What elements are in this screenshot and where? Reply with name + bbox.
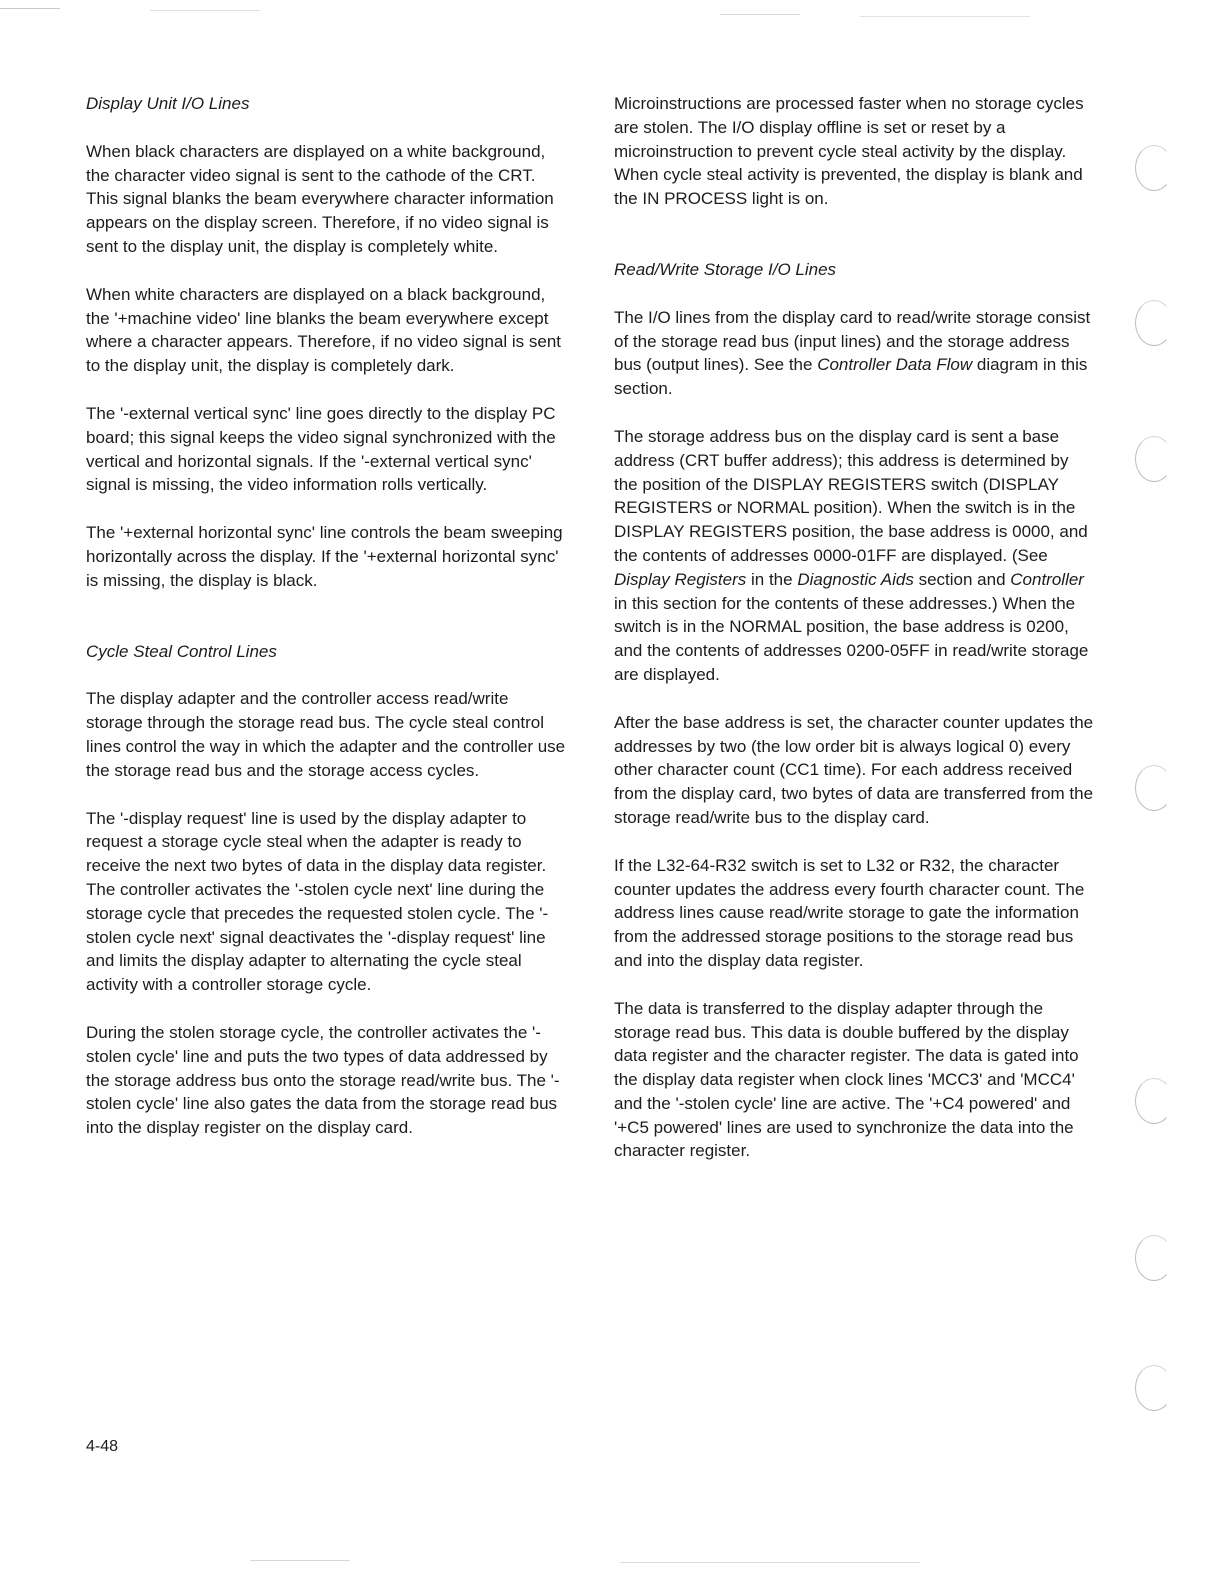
paragraph: When black characters are displayed on a white background, the character video signal is sent to the cathode of the CRT. This signal blanks the beam everywhere character information appears on the display screen. Therefore, if no video signal is sent to the display unit, the display is completely white. (86, 141, 554, 256)
page-number: 4-48 (86, 1438, 119, 1455)
paragraph: Microinstructions are processed faster when no storage cycles are stolen. The I/O display offline is set or reset by a microinstruction to prevent cycle steal activity by the display. When cycle steal activity is prevented, the display is blank and the IN PROCESS light is on. (614, 94, 1084, 209)
text-run: The storage address bus on the display card is sent a base address (CRT buffer address); this address is determined by the position of the DISPLAY REGISTERS switch (DISPLAY REGISTERS or NORMAL position). When the switch is in the DISPLAY REGISTERS position, the base address is 0000, and the contents of addresses 0000-01FF are displayed. (See (614, 426, 1088, 565)
punch-hole-mark (1135, 145, 1173, 191)
punch-hole-mark (1135, 765, 1173, 811)
punch-hole-mark (1135, 436, 1173, 482)
punch-hole-mark (1135, 1365, 1173, 1411)
reference-controller-data-flow: Controller Data Flow (817, 355, 973, 375)
text-run: section and (913, 569, 1011, 589)
paragraph: The '-external vertical sync' line goes directly to the display PC board; this signal keeps the video signal synchronized with the vertical and horizontal signals. If the '-external vertical sync' signal is missing, the video information rolls vertically. (86, 403, 556, 495)
text-run: The I/O lines from the display card to read/write storage consist of the storage read bus (input lines) and the storage address bus (output lines). See the (614, 307, 1091, 375)
punch-hole-mark (1135, 300, 1173, 346)
reference-diagnostic-aids: Diagnostic Aids (797, 569, 914, 589)
reference-display-registers: Display Registers (614, 569, 747, 589)
paragraph: The '+external horizontal sync' line controls the beam sweeping horizontally across the display. If the '+external horizontal sync' is missing, the display is black. (86, 523, 563, 590)
paragraph (614, 306, 1094, 401)
text-run: in the (746, 569, 798, 589)
scan-line-top (860, 16, 1030, 17)
section-heading-rw-storage: Read/Write Storage I/O Lines (614, 259, 837, 279)
paragraph: The data is transferred to the display adapter through the storage read bus. This data is double buffered by the display data register and the character register. The data is gated into the display data register when clock lines 'MCC3' and 'MCC4' and the '-stolen cycle' line are active. The '+C4 powered' and '+C5 powered' lines are used to synchronize the data into the character register. (614, 998, 1079, 1161)
section-heading-display-unit: Display Unit I/O Lines (86, 94, 250, 113)
scan-line-top (150, 10, 260, 11)
left-column (86, 92, 566, 1140)
scan-line-bottom (250, 1560, 350, 1561)
paragraph: During the stolen storage cycle, the controller activates the '-stolen cycle' line and puts the two types of data addressed by the storage address bus onto the storage read/write bus. The '-stolen cycle' line also gates the data from the storage read bus into the display register on the display card. (86, 1022, 560, 1138)
text-run: in this section for the contents of these addresses.) When the switch is in the NORMAL position, the base address is 0200, and the contents of addresses 0200-05FF in read/write storage are displayed. (614, 593, 1089, 684)
paragraph: If the L32-64-R32 switch is set to L32 or R32, the character counter updates the address every fourth character count. The address lines cause read/write storage to gate the information from the addressed storage positions to the storage read bus and into the display data register. (614, 855, 1085, 970)
paragraph: When white characters are displayed on a black background, the '+machine video' line blanks the beam everywhere except where a character appears. Therefore, if no video signal is sent to the display unit, the display is completely dark. (86, 284, 562, 376)
punch-hole-mark (1135, 1078, 1173, 1124)
scan-line-top (720, 14, 800, 15)
paragraph: The '-display request' line is used by the display adapter to request a storage cycle steal when the adapter is ready to receive the next two bytes of data in the display data register. The controller activates the '-stolen cycle next' line during the storage cycle that precedes the requested stolen cycle. The '-stolen cycle next' signal deactivates the '-display request' line and limits the display adapter to alternating the cycle steal activity with a controller storage cycle. (86, 808, 549, 995)
reference-controller: Controller (1010, 569, 1084, 589)
punch-hole-mark (1135, 1235, 1173, 1281)
section-heading-cycle-steal: Cycle Steal Control Lines (86, 641, 277, 661)
scan-line-top (0, 8, 60, 9)
paragraph (614, 425, 1094, 687)
paragraph: The display adapter and the controller access read/write storage through the storage read bus. The cycle steal control lines control the way in which the adapter and the controller use the storage read bus and the storage access cycles. (86, 689, 566, 780)
right-column (614, 92, 1094, 1163)
text-run: diagram in this section. (614, 355, 1088, 399)
scan-line-bottom (620, 1562, 920, 1563)
paragraph: After the base address is set, the character counter updates the addresses by two (the low order bit is always logical 0) every other character count (CC1 time). For each address received from the display card, two bytes of data are transferred from the storage read/write bus to the display card. (614, 712, 1094, 827)
